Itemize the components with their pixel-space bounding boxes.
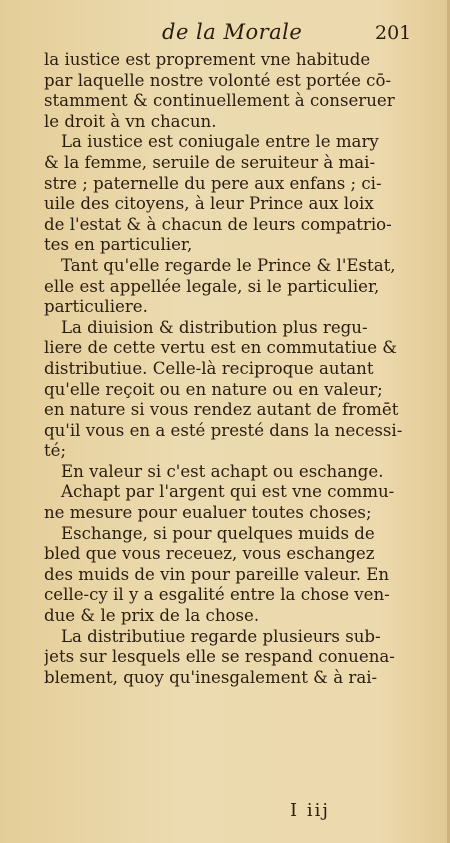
text-line: due & le prix de la chose. bbox=[44, 606, 260, 626]
text-line: qu'elle reçoit ou en nature ou en valeur; bbox=[44, 379, 383, 399]
text-line: le droit à vn chacun. bbox=[44, 111, 217, 131]
running-head: de la Morale bbox=[162, 20, 303, 44]
text-line: elle est appellée legale, si le particulier, bbox=[44, 276, 380, 296]
page-number: 201 bbox=[375, 22, 412, 44]
text-line: de l'estat & à chacun de leurs compatrio- bbox=[44, 214, 392, 234]
text-line: qu'il vous en a esté presté dans la necessi- bbox=[44, 420, 403, 440]
text-line: la iustice est proprement vne habitude bbox=[44, 50, 371, 69]
text-line: ne mesure pour eualuer toutes choses; bbox=[44, 503, 372, 523]
text-line: La distributiue regarde plusieurs sub- bbox=[61, 626, 381, 646]
text-line: stre ; paternelle du pere aux enfans ; ci- bbox=[44, 173, 382, 193]
text-line: La iustice est coniugale entre le mary bbox=[61, 132, 379, 152]
text-line: en nature si vous rendez autant de fromēt bbox=[44, 400, 399, 420]
text-line: distributiue. Celle-là reciproque autant bbox=[44, 358, 374, 378]
text-line: celle-cy il y a esgalité entre la chose ven- bbox=[44, 585, 390, 605]
page-header bbox=[0, 18, 450, 52]
text-line: particuliere. bbox=[44, 297, 148, 317]
text-line: Tant qu'elle regarde le Prince & l'Estat, bbox=[61, 255, 396, 275]
text-line: jets sur lesquels elle se respand conuena- bbox=[44, 647, 395, 667]
text-line: té; bbox=[44, 441, 67, 461]
text-line: blement, quoy qu'inesgalement & à rai- bbox=[44, 667, 378, 687]
signature-mark: I iij bbox=[290, 800, 330, 821]
text-line: & la femme, seruile de seruiteur à mai- bbox=[44, 152, 376, 172]
text-line: En valeur si c'est achapt ou eschange. bbox=[61, 461, 384, 481]
text-line: La diuision & distribution plus regu- bbox=[61, 317, 368, 337]
text-line: Achapt par l'argent qui est vne commu- bbox=[61, 482, 395, 502]
text-line: uile des citoyens, à leur Prince aux loix bbox=[44, 194, 374, 214]
text-line: tes en particulier, bbox=[44, 235, 193, 255]
body-text bbox=[44, 50, 422, 688]
text-line: bled que vous receuez, vous eschangez bbox=[44, 544, 375, 564]
text-line: des muids de vin pour pareille valeur. En bbox=[44, 564, 390, 584]
text-line: stamment & continuellement à conseruer bbox=[44, 91, 395, 111]
text-line: Eschange, si pour quelques muids de bbox=[61, 523, 375, 543]
text-line: liere de cette vertu est en commutatiue & bbox=[44, 338, 398, 358]
text-line: par laquelle nostre volonté est portée cō- bbox=[44, 70, 392, 90]
